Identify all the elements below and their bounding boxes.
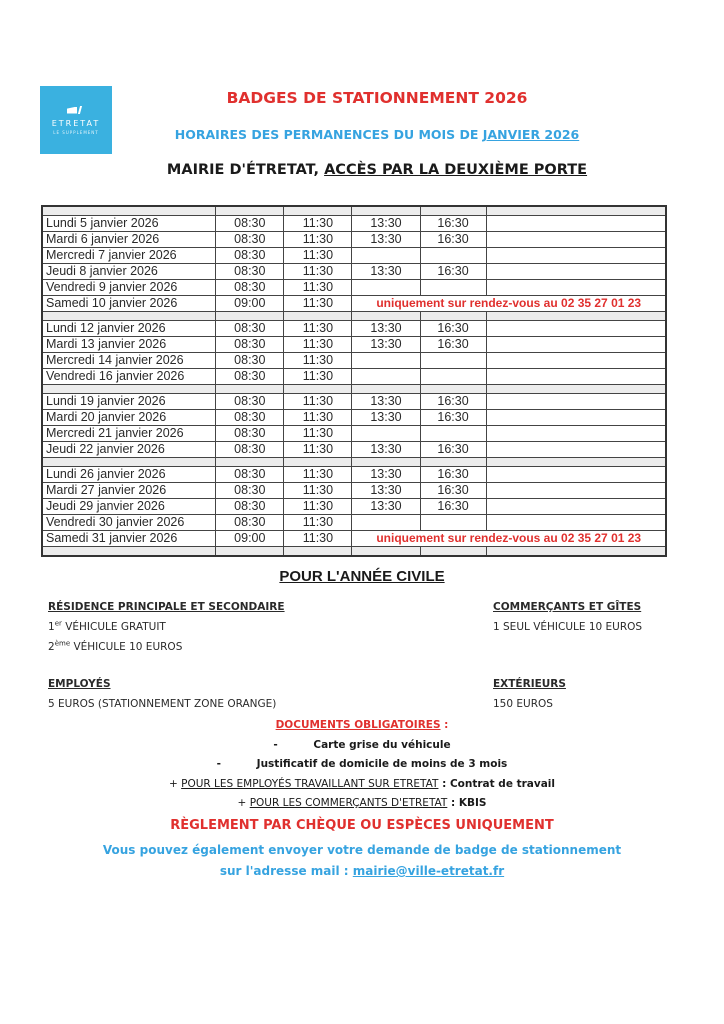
day-cell: Mardi 20 janvier 2026 [42, 410, 216, 426]
morning-close-cell: 11:30 [284, 499, 352, 515]
afternoon-open-cell: 13:30 [352, 467, 420, 483]
day-cell: Lundi 12 janvier 2026 [42, 321, 216, 337]
day-cell: Vendredi 9 janvier 2026 [42, 280, 216, 296]
employes-text: 5 EUROS (STATIONNEMENT ZONE ORANGE) [48, 698, 277, 710]
contact-line-2 [0, 861, 724, 882]
morning-close-cell: 11:30 [284, 369, 352, 385]
ordinal-suffix: ème [54, 639, 71, 648]
schedule-row [42, 232, 666, 248]
separator-cell [216, 312, 284, 321]
morning-close-cell: 11:30 [284, 515, 352, 531]
exterieurs-heading: EXTÉRIEURS [493, 678, 566, 690]
morning-open-cell: 08:30 [216, 442, 284, 458]
empty-cell [486, 394, 666, 410]
schedule-row [42, 426, 666, 442]
morning-open-cell: 08:30 [216, 467, 284, 483]
exterieurs-block [493, 674, 566, 714]
day-cell: Vendredi 16 janvier 2026 [42, 369, 216, 385]
empty-cell [486, 515, 666, 531]
separator-cell [42, 206, 216, 216]
afternoon-close-cell: 16:30 [420, 394, 486, 410]
afternoon-open-cell [352, 280, 420, 296]
afternoon-close-cell: 16:30 [420, 264, 486, 280]
morning-open-cell: 08:30 [216, 337, 284, 353]
empty-cell [486, 321, 666, 337]
empty-cell [486, 264, 666, 280]
afternoon-close-cell [420, 515, 486, 531]
logo-name: ETRETAT [51, 118, 101, 128]
residence-line-2 [48, 637, 285, 657]
separator-cell [284, 312, 352, 321]
colon: : [438, 777, 450, 790]
schedule-row [42, 483, 666, 499]
email-link[interactable]: mairie@ville-etretat.fr [352, 864, 505, 878]
morning-close-cell: 11:30 [284, 410, 352, 426]
week-separator-row [42, 547, 666, 557]
afternoon-open-cell [352, 426, 420, 442]
empty-cell [486, 248, 666, 264]
separator-cell [420, 385, 486, 394]
morning-open-cell: 08:30 [216, 483, 284, 499]
day-cell: Samedi 10 janvier 2026 [42, 296, 216, 312]
subtitle-prefix: HORAIRES DES PERMANENCES DU MOIS DE [174, 127, 483, 142]
separator-cell [42, 385, 216, 394]
separator-cell [42, 547, 216, 557]
morning-open-cell: 08:30 [216, 264, 284, 280]
document-commercants [0, 794, 724, 814]
morning-close-cell: 11:30 [284, 337, 352, 353]
plus-prefix: + [168, 777, 182, 790]
morning-close-cell: 11:30 [284, 531, 352, 547]
morning-open-cell: 08:30 [216, 248, 284, 264]
document-item-2-text: Justificatif de domicile de moins de 3 mois [256, 758, 508, 770]
location-access: ACCÈS PAR LA DEUXIÈME PORTE [324, 162, 588, 178]
commercants-text: 1 SEUL VÉHICULE 10 EUROS [493, 621, 643, 633]
schedule-row [42, 442, 666, 458]
morning-close-cell: 11:30 [284, 321, 352, 337]
morning-open-cell: 08:30 [216, 410, 284, 426]
location-line [0, 162, 724, 178]
morning-open-cell: 08:30 [216, 216, 284, 232]
afternoon-open-cell: 13:30 [352, 216, 420, 232]
morning-close-cell: 11:30 [284, 426, 352, 442]
separator-cell [216, 385, 284, 394]
schedule-row [42, 248, 666, 264]
morning-open-cell: 08:30 [216, 394, 284, 410]
afternoon-close-cell: 16:30 [420, 337, 486, 353]
week-separator-row [42, 458, 666, 467]
location-prefix: MAIRIE D'ÉTRETAT, [166, 162, 325, 178]
afternoon-close-cell [420, 248, 486, 264]
empty-cell [486, 280, 666, 296]
documents-heading-colon: : [440, 719, 449, 731]
separator-cell [284, 547, 352, 557]
empty-cell [486, 467, 666, 483]
empty-cell [486, 353, 666, 369]
document-commercants-label: POUR LES COMMERÇANTS D'ETRETAT [249, 797, 448, 809]
documents-section [0, 716, 724, 835]
plus-prefix: + [237, 797, 250, 809]
schedule-row [42, 321, 666, 337]
morning-open-cell: 08:30 [216, 280, 284, 296]
exterieurs-text: 150 EUROS [493, 698, 553, 710]
empty-cell [486, 410, 666, 426]
appointment-note: uniquement sur rendez-vous au 02 35 27 01 23 [352, 531, 666, 547]
residence-line-2-text: VÉHICULE 10 EUROS [70, 641, 183, 653]
morning-close-cell: 11:30 [284, 264, 352, 280]
separator-cell [420, 547, 486, 557]
afternoon-open-cell [352, 248, 420, 264]
day-cell: Mardi 6 janvier 2026 [42, 232, 216, 248]
separator-cell [486, 458, 666, 467]
afternoon-open-cell [352, 353, 420, 369]
separator-cell [284, 458, 352, 467]
schedule-row [42, 353, 666, 369]
day-cell: Lundi 19 janvier 2026 [42, 394, 216, 410]
morning-close-cell: 11:30 [284, 280, 352, 296]
contact-line-2-prefix: sur l'adresse mail : [219, 864, 353, 878]
afternoon-open-cell [352, 369, 420, 385]
separator-cell [420, 458, 486, 467]
afternoon-close-cell: 16:30 [420, 483, 486, 499]
afternoon-close-cell: 16:30 [420, 410, 486, 426]
morning-open-cell: 09:00 [216, 296, 284, 312]
separator-cell [216, 458, 284, 467]
morning-close-cell: 11:30 [284, 353, 352, 369]
schedule-row [42, 531, 666, 547]
morning-close-cell: 11:30 [284, 232, 352, 248]
separator-cell [420, 312, 486, 321]
separator-cell [352, 458, 420, 467]
document-item-2 [0, 755, 724, 775]
morning-open-cell: 09:00 [216, 531, 284, 547]
day-cell: Mercredi 14 janvier 2026 [42, 353, 216, 369]
appointment-note: uniquement sur rendez-vous au 02 35 27 01 23 [352, 296, 666, 312]
document-item-1-text: Carte grise du véhicule [313, 738, 451, 751]
civil-year-title [0, 568, 724, 585]
civil-year-title-text: POUR L'ANNÉE CIVILE [279, 568, 445, 585]
afternoon-close-cell: 16:30 [420, 467, 486, 483]
afternoon-open-cell: 13:30 [352, 232, 420, 248]
residence-line-1 [48, 617, 285, 637]
empty-cell [486, 232, 666, 248]
morning-open-cell: 08:30 [216, 515, 284, 531]
schedule-row [42, 264, 666, 280]
schedule-table [41, 205, 667, 557]
residence-heading: RÉSIDENCE PRINCIPALE ET SECONDAIRE [48, 601, 285, 613]
afternoon-open-cell: 13:30 [352, 394, 420, 410]
day-cell: Lundi 26 janvier 2026 [42, 467, 216, 483]
separator-cell [284, 385, 352, 394]
day-cell: Jeudi 8 janvier 2026 [42, 264, 216, 280]
separator-cell [352, 385, 420, 394]
morning-open-cell: 08:30 [216, 499, 284, 515]
afternoon-open-cell: 13:30 [352, 442, 420, 458]
day-cell: Vendredi 30 janvier 2026 [42, 515, 216, 531]
schedule-row [42, 369, 666, 385]
afternoon-close-cell: 16:30 [420, 442, 486, 458]
afternoon-close-cell [420, 369, 486, 385]
morning-open-cell: 08:30 [216, 353, 284, 369]
empty-cell [486, 216, 666, 232]
separator-cell [42, 312, 216, 321]
schedule-row [42, 280, 666, 296]
employes-block [48, 674, 276, 714]
schedule-row [42, 499, 666, 515]
afternoon-open-cell: 13:30 [352, 337, 420, 353]
afternoon-close-cell: 16:30 [420, 232, 486, 248]
empty-cell [486, 483, 666, 499]
schedule-row [42, 394, 666, 410]
morning-close-cell: 11:30 [284, 248, 352, 264]
afternoon-close-cell [420, 353, 486, 369]
separator-cell [216, 547, 284, 557]
dash-bullet: - [273, 738, 278, 751]
empty-cell [486, 337, 666, 353]
day-cell: Mardi 27 janvier 2026 [42, 483, 216, 499]
commercants-heading: COMMERÇANTS ET GÎTES [493, 601, 642, 613]
morning-close-cell: 11:30 [284, 442, 352, 458]
separator-cell [216, 206, 284, 216]
empty-cell [486, 499, 666, 515]
documents-heading [0, 716, 724, 736]
separator-cell [486, 547, 666, 557]
afternoon-close-cell [420, 426, 486, 442]
separator-cell [486, 206, 666, 216]
week-separator-row [42, 206, 666, 216]
separator-cell [486, 385, 666, 394]
separator-cell [420, 206, 486, 216]
empty-cell [486, 369, 666, 385]
ordinal-suffix: er [54, 619, 62, 628]
schedule-row [42, 337, 666, 353]
separator-cell [284, 206, 352, 216]
contact-line-1: Vous pouvez également envoyer votre demande de badge de stationnement [102, 843, 622, 857]
documents-heading-text: DOCUMENTS OBLIGATOIRES [275, 719, 441, 731]
day-cell: Mercredi 7 janvier 2026 [42, 248, 216, 264]
morning-close-cell: 11:30 [284, 394, 352, 410]
week-separator-row [42, 385, 666, 394]
colon: : [447, 797, 459, 809]
day-cell: Samedi 31 janvier 2026 [42, 531, 216, 547]
afternoon-close-cell: 16:30 [420, 216, 486, 232]
separator-cell [352, 206, 420, 216]
morning-close-cell: 11:30 [284, 483, 352, 499]
day-cell: Lundi 5 janvier 2026 [42, 216, 216, 232]
schedule-row [42, 410, 666, 426]
commercants-block [493, 597, 642, 637]
morning-close-cell: 11:30 [284, 296, 352, 312]
morning-open-cell: 08:30 [216, 369, 284, 385]
afternoon-close-cell: 16:30 [420, 321, 486, 337]
ordinal-number: 1 [48, 621, 55, 633]
afternoon-open-cell: 13:30 [352, 264, 420, 280]
afternoon-open-cell [352, 515, 420, 531]
document-commercants-doc: KBIS [458, 797, 487, 809]
schedule-row [42, 515, 666, 531]
schedule-row [42, 296, 666, 312]
separator-cell [42, 458, 216, 467]
morning-open-cell: 08:30 [216, 426, 284, 442]
morning-open-cell: 08:30 [216, 321, 284, 337]
document-item-1 [0, 736, 724, 756]
afternoon-open-cell: 13:30 [352, 483, 420, 499]
document-employes-label: POUR LES EMPLOYÉS TRAVAILLANT SUR ETRETAT [181, 777, 439, 790]
morning-close-cell: 11:30 [284, 216, 352, 232]
week-separator-row [42, 312, 666, 321]
residence-block [48, 597, 285, 657]
ordinal-number: 2 [48, 641, 55, 653]
residence-line-1-text: VÉHICULE GRATUIT [61, 621, 166, 633]
afternoon-close-cell: 16:30 [420, 499, 486, 515]
page-subtitle [0, 127, 724, 142]
separator-cell [352, 312, 420, 321]
empty-cell [486, 442, 666, 458]
document-employes [0, 775, 724, 795]
dash-bullet: - [216, 758, 222, 770]
day-cell: Jeudi 29 janvier 2026 [42, 499, 216, 515]
document-employes-doc: Contrat de travail [449, 777, 556, 790]
contact-section [0, 840, 724, 882]
empty-cell [486, 426, 666, 442]
afternoon-open-cell: 13:30 [352, 321, 420, 337]
separator-cell [352, 547, 420, 557]
morning-close-cell: 11:30 [284, 467, 352, 483]
day-cell: Mercredi 21 janvier 2026 [42, 426, 216, 442]
morning-open-cell: 08:30 [216, 232, 284, 248]
day-cell: Mardi 13 janvier 2026 [42, 337, 216, 353]
schedule-row [42, 216, 666, 232]
day-cell: Jeudi 22 janvier 2026 [42, 442, 216, 458]
subtitle-month: JANVIER 2026 [482, 127, 580, 142]
employes-heading: EMPLOYÉS [48, 678, 111, 690]
afternoon-open-cell: 13:30 [352, 410, 420, 426]
payment-notice: RÈGLEMENT PAR CHÈQUE OU ESPÈCES UNIQUEMENT [170, 817, 554, 833]
separator-cell [486, 312, 666, 321]
schedule-row [42, 467, 666, 483]
afternoon-open-cell: 13:30 [352, 499, 420, 515]
afternoon-close-cell [420, 280, 486, 296]
logo-tagline: LE SUPPLEMENT [53, 129, 99, 135]
page-title: BADGES DE STATIONNEMENT 2026 [226, 89, 528, 107]
